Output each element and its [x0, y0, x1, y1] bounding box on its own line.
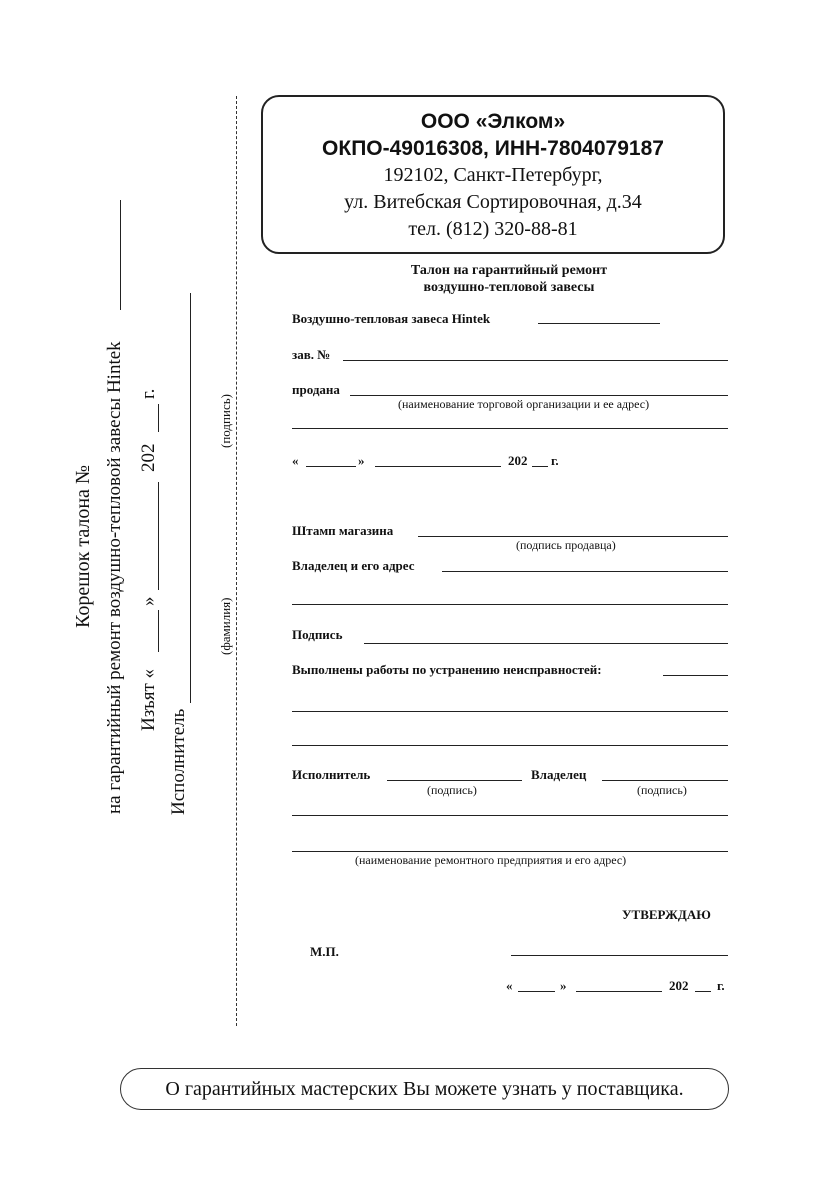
serial-number-field[interactable]: [343, 360, 728, 361]
executor-signature-field[interactable]: [387, 780, 522, 781]
final-year-field[interactable]: [695, 991, 711, 992]
form-title: [290, 262, 728, 296]
executor-label: Исполнитель: [292, 767, 371, 782]
repair-hint: (наименование ремонтного предприятия и его адрес): [355, 853, 627, 867]
stub-seized-day-field[interactable]: [158, 610, 159, 652]
final-year: 202: [669, 978, 689, 993]
stamp-label: Штамп магазина: [292, 523, 394, 538]
stub-seized-g: г.: [138, 388, 159, 399]
works-field-3[interactable]: [292, 745, 728, 746]
owner-address-field[interactable]: [442, 571, 728, 572]
stub-seized-label: Изъят «: [138, 668, 159, 731]
stub-seized-year: 202: [138, 443, 159, 472]
final-day-field[interactable]: [518, 991, 555, 992]
header-box: [261, 95, 725, 254]
owner-label: Владелец и его адрес: [292, 558, 415, 573]
stub-executor-label: Исполнитель: [168, 708, 189, 815]
curtain-label: Воздушно-тепловая завеса Hintek: [292, 311, 491, 326]
date-g: г.: [551, 453, 559, 468]
final-close-quote: »: [560, 978, 567, 993]
sold-field[interactable]: [350, 395, 728, 396]
company-phone: тел. (812) 320-88-81: [408, 218, 578, 240]
stub-number-field[interactable]: [120, 200, 121, 310]
date-month-field[interactable]: [375, 466, 501, 467]
executor-sign-hint: (подпись): [427, 783, 477, 797]
cut-line: [236, 96, 237, 1026]
owner-address-field-2[interactable]: [292, 604, 728, 605]
serial-label: зав. №: [292, 347, 331, 362]
company-codes: ОКПО-49016308, ИНН-7804079187: [322, 137, 664, 160]
form-title-line-1: Талон на гарантийный ремонт: [410, 263, 608, 278]
date-year: 202: [508, 453, 528, 468]
company-address-2: ул. Витебская Сортировочная, д.34: [344, 191, 642, 213]
works-field-2[interactable]: [292, 711, 728, 712]
repair-field-2[interactable]: [292, 851, 728, 852]
stub-title: Корешок талона №: [72, 464, 94, 628]
stub-seized-close: »: [138, 596, 159, 606]
sold-field-2[interactable]: [292, 428, 728, 429]
date-day-field[interactable]: [306, 466, 356, 467]
owner2-signature-field[interactable]: [602, 780, 728, 781]
owner2-sign-hint: (подпись): [637, 783, 687, 797]
owner-signature-field[interactable]: [364, 643, 728, 644]
stub-signature-hint: (подпись): [218, 394, 233, 448]
sold-label: продана: [292, 382, 340, 397]
final-open-quote: «: [506, 978, 513, 993]
company-name: ООО «Элком»: [420, 110, 566, 133]
curtain-model-field[interactable]: [538, 323, 660, 324]
approve-signature-field[interactable]: [511, 955, 728, 956]
stub-seized-month-field[interactable]: [158, 482, 159, 590]
approve-label: УТВЕРЖДАЮ: [622, 907, 711, 922]
stub-surname-hint: (фамилия): [218, 597, 233, 655]
final-g: г.: [717, 978, 725, 993]
stub-seized-year-field[interactable]: [158, 404, 159, 432]
stub-executor-field[interactable]: [190, 293, 191, 703]
final-month-field[interactable]: [576, 991, 662, 992]
footer-note: О гарантийных мастерских Вы можете узнать у поставщика.: [165, 1078, 684, 1100]
date-year-field[interactable]: [532, 466, 548, 467]
sold-hint: (наименование торговой организации и ее адрес): [398, 397, 650, 411]
repair-field[interactable]: [292, 815, 728, 816]
company-address-1: 192102, Санкт-Петербург,: [383, 164, 603, 186]
seller-signature-field[interactable]: [418, 536, 728, 537]
works-field[interactable]: [663, 675, 728, 676]
signature-label: Подпись: [292, 627, 343, 642]
owner2-label: Владелец: [531, 767, 587, 782]
form-title-line-2: воздушно-тепловой завесы: [423, 280, 595, 295]
seller-sign-hint: (подпись продавца): [516, 538, 616, 552]
stamp-place-label: М.П.: [310, 944, 339, 959]
date-open-quote: «: [292, 453, 299, 468]
footer-note-box: [120, 1068, 729, 1110]
stub-subtitle: на гарантийный ремонт воздушно-тепловой завесы Hintek: [104, 341, 125, 814]
date-close-quote: »: [358, 453, 365, 468]
works-label: Выполнены работы по устранению неисправностей:: [292, 662, 602, 677]
